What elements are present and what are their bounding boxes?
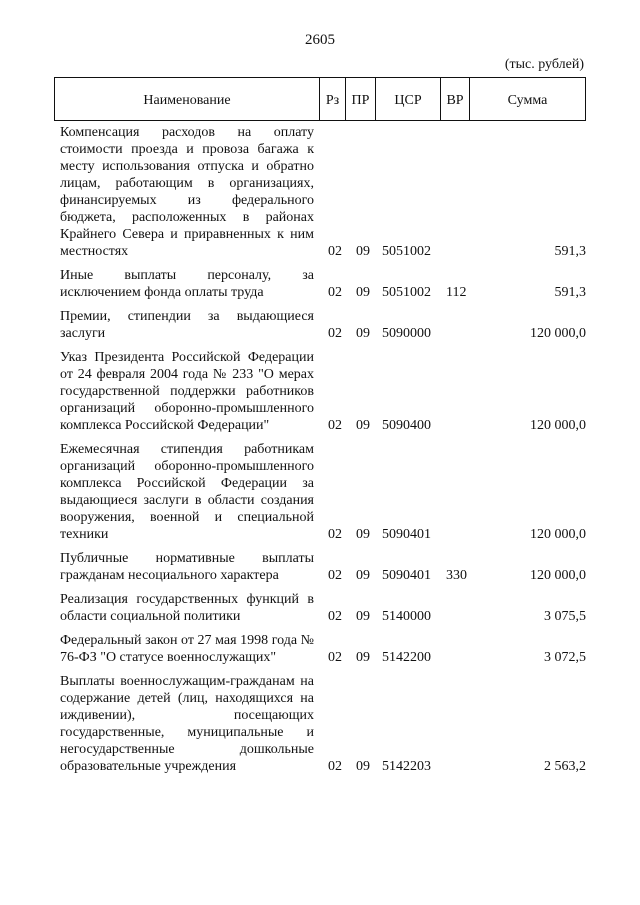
row-rz: 02	[328, 568, 342, 583]
header-rz: Рз	[320, 78, 346, 120]
row-sum: 120 000,0	[530, 418, 586, 433]
row-csr: 5140000	[382, 609, 431, 624]
table-row	[60, 550, 586, 584]
header-csr: ЦСР	[376, 78, 441, 120]
header-vr: ВР	[441, 78, 470, 120]
row-sum: 591,3	[554, 244, 586, 259]
row-rz: 02	[328, 759, 342, 774]
page-number: 2605	[305, 32, 335, 48]
table-row	[60, 124, 586, 260]
row-sum: 2 563,2	[544, 759, 586, 774]
row-csr: 5090401	[382, 527, 431, 542]
header-sum: Сумма	[507, 93, 548, 108]
row-vr: 112	[446, 285, 467, 300]
row-csr: 5142203	[382, 759, 431, 774]
table-body	[60, 124, 586, 782]
row-pr: 09	[356, 650, 370, 665]
row-rz: 02	[328, 418, 342, 433]
row-csr: 5051002	[382, 285, 431, 300]
row-pr: 09	[356, 759, 370, 774]
row-rz: 02	[328, 244, 342, 259]
row-name: Компенсация расходов на оплату стоимости проезда и провоза багажа к месту использования отпуска и обратно лицам, работающим в организациях, финансируемых из федерального бюджета, расположенных в районах Крайнего Севера и приравненных к ним местностях	[60, 125, 314, 259]
table-row	[60, 673, 586, 775]
row-rz: 02	[328, 527, 342, 542]
row-rz: 02	[328, 326, 342, 341]
table-row	[60, 308, 586, 342]
table-header	[54, 77, 586, 121]
row-pr: 09	[356, 609, 370, 624]
row-csr: 5090401	[382, 568, 431, 583]
row-rz: 02	[328, 609, 342, 624]
row-pr: 09	[356, 418, 370, 433]
row-pr: 09	[356, 244, 370, 259]
row-name: Премии, стипендии за выдающиеся заслуги	[60, 309, 314, 341]
table-row	[60, 267, 586, 301]
row-name: Публичные нормативные выплаты гражданам несоциального характера	[60, 551, 314, 583]
table-row	[60, 441, 586, 543]
row-name: Указ Президента Российской Федерации от 24 февраля 2004 года № 233 "О мерах государственной поддержки работников организаций оборонно-промышленного комплекса Российской Федерации"	[60, 350, 314, 433]
table-row	[60, 632, 586, 666]
table-row	[60, 349, 586, 434]
row-name: Выплаты военнослужащим-гражданам на содержание детей (лиц, находящихся на иждивении), посещающих государственные, муниципальные и негосударственные дошкольные образовательные учреждения	[60, 674, 314, 774]
row-pr: 09	[356, 326, 370, 341]
row-pr: 09	[356, 527, 370, 542]
row-csr: 5051002	[382, 244, 431, 259]
row-pr: 09	[356, 285, 370, 300]
row-sum: 3 072,5	[544, 650, 586, 665]
row-name: Федеральный закон от 27 мая 1998 года № 76-ФЗ "О статусе военнослужащих"	[60, 633, 314, 665]
row-name: Иные выплаты персоналу, за исключением фонда оплаты труда	[60, 268, 314, 300]
row-csr: 5090400	[382, 418, 431, 433]
header-pr: ПР	[346, 78, 376, 120]
row-name: Реализация государственных функций в области социальной политики	[60, 592, 314, 624]
row-sum: 591,3	[554, 285, 586, 300]
row-name: Ежемесячная стипендия работникам организаций оборонно-промышленного комплекса Российской Федерации за выдающиеся заслуги в области создания вооружения, военной и специальной техники	[60, 442, 314, 542]
row-csr: 5090000	[382, 326, 431, 341]
row-rz: 02	[328, 285, 342, 300]
units-label: (тыс. рублей)	[504, 57, 584, 72]
row-vr: 330	[446, 568, 467, 583]
row-sum: 3 075,5	[544, 609, 586, 624]
row-sum: 120 000,0	[530, 326, 586, 341]
row-rz: 02	[328, 650, 342, 665]
row-csr: 5142200	[382, 650, 431, 665]
header-name: Наименование	[55, 78, 320, 120]
row-pr: 09	[356, 568, 370, 583]
row-sum: 120 000,0	[530, 527, 586, 542]
table-row	[60, 591, 586, 625]
row-sum: 120 000,0	[530, 568, 586, 583]
